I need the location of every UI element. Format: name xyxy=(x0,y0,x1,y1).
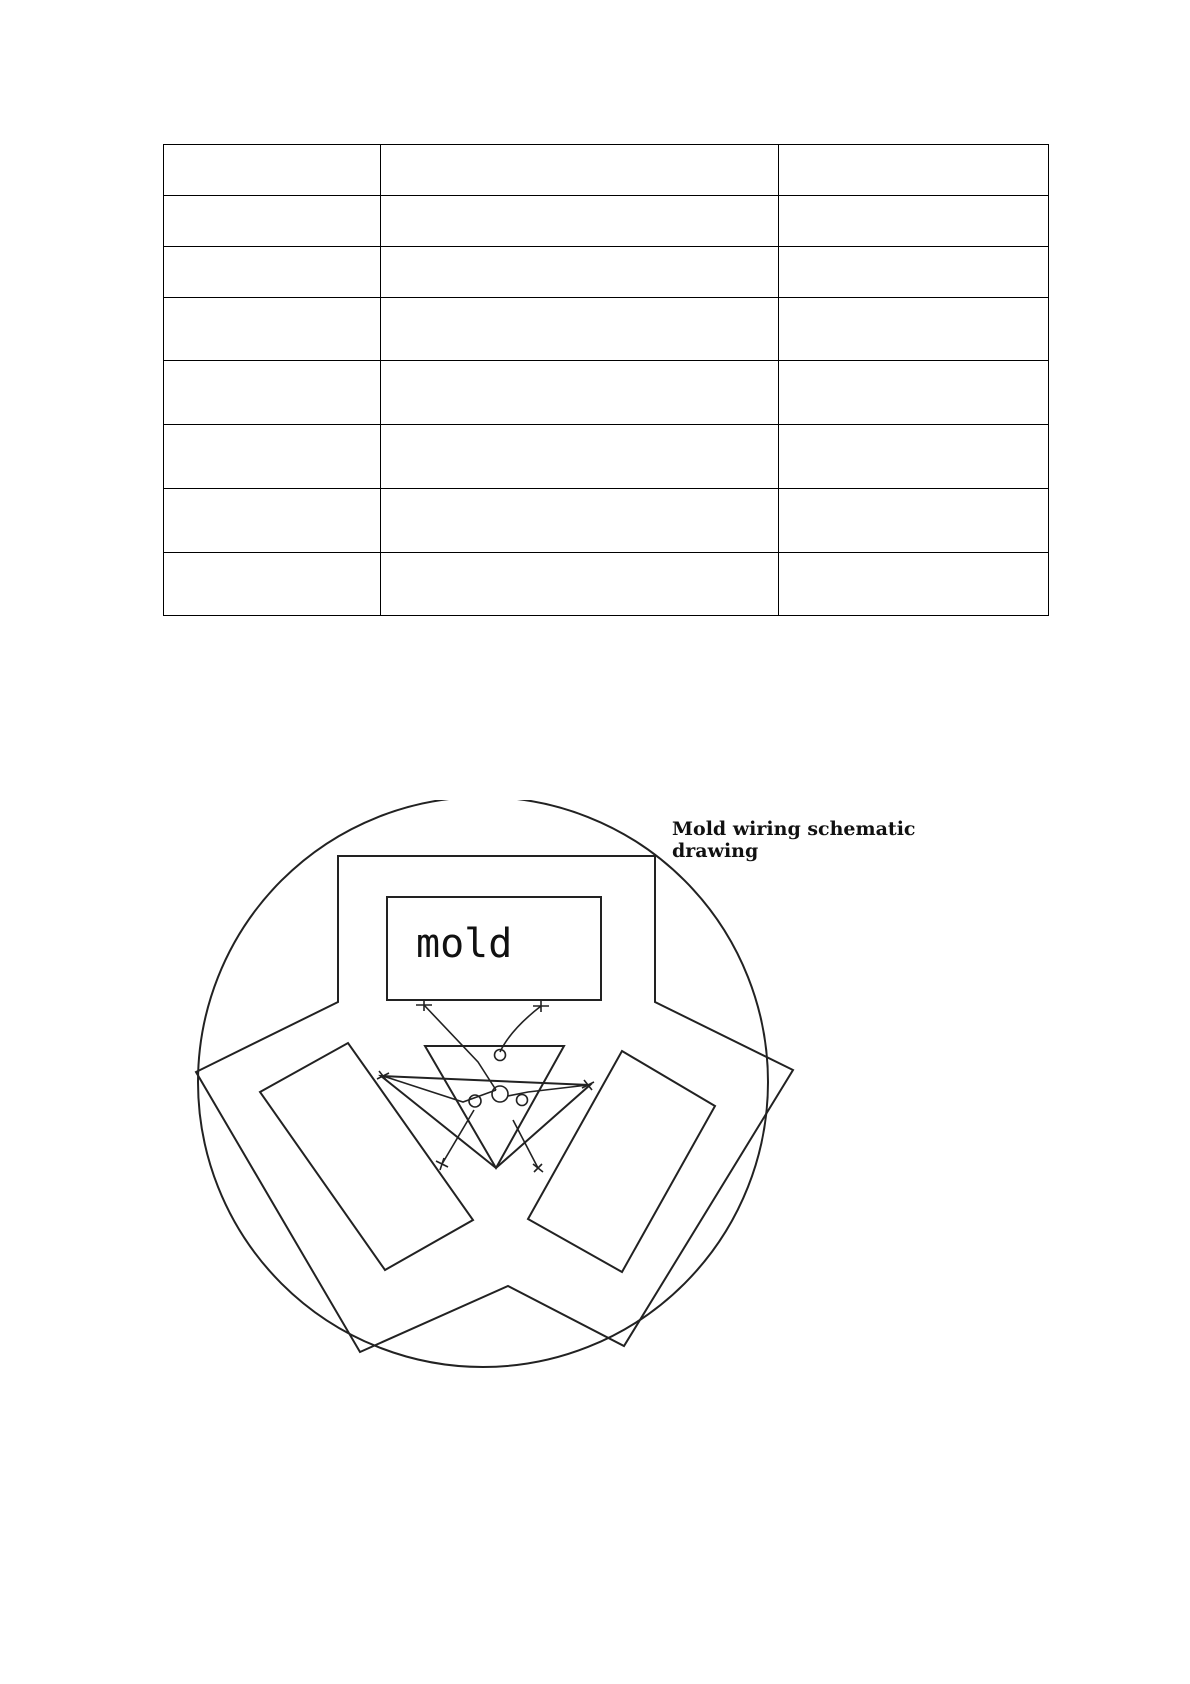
terminal-mark xyxy=(436,1158,448,1170)
table-cell xyxy=(381,247,779,298)
table-cell xyxy=(381,553,779,616)
table-cell xyxy=(779,489,1049,553)
terminal-mark xyxy=(533,1164,543,1172)
table-cell xyxy=(164,553,381,616)
upper-triangle xyxy=(425,1046,564,1168)
table-row xyxy=(164,145,1049,196)
table-cell xyxy=(381,425,779,489)
outer-circle xyxy=(198,800,768,1367)
table-cell xyxy=(164,247,381,298)
table-cell xyxy=(164,196,381,247)
diagram-svg xyxy=(178,800,938,1400)
junction-circle xyxy=(517,1095,528,1106)
table-row xyxy=(164,298,1049,361)
junction-circle xyxy=(492,1086,508,1102)
table-cell xyxy=(164,489,381,553)
table-cell xyxy=(779,247,1049,298)
table-row xyxy=(164,425,1049,489)
table-cell xyxy=(381,361,779,425)
diagram-caption: Mold wiring schematic drawing xyxy=(672,818,916,862)
table-cell xyxy=(164,361,381,425)
table-row xyxy=(164,489,1049,553)
lower-triangle xyxy=(381,1076,590,1168)
table-row xyxy=(164,247,1049,298)
table-row xyxy=(164,553,1049,616)
mold-wiring-diagram xyxy=(178,800,938,1400)
table-cell xyxy=(381,489,779,553)
mold-label: mold xyxy=(416,921,513,967)
table-cell xyxy=(779,145,1049,196)
table-cell xyxy=(164,145,381,196)
wire-6 xyxy=(513,1120,538,1168)
table-cell xyxy=(381,145,779,196)
table-cell xyxy=(779,361,1049,425)
table-cell xyxy=(779,425,1049,489)
table-cell xyxy=(164,298,381,361)
table-cell xyxy=(381,196,779,247)
table-cell xyxy=(779,298,1049,361)
table-cell xyxy=(779,553,1049,616)
table-row xyxy=(164,196,1049,247)
table-cell xyxy=(779,196,1049,247)
empty-data-table xyxy=(163,144,1049,616)
table-cell xyxy=(381,298,779,361)
wire-5 xyxy=(442,1110,474,1164)
wire-1 xyxy=(424,1005,496,1090)
table-row xyxy=(164,361,1049,425)
table-cell xyxy=(164,425,381,489)
